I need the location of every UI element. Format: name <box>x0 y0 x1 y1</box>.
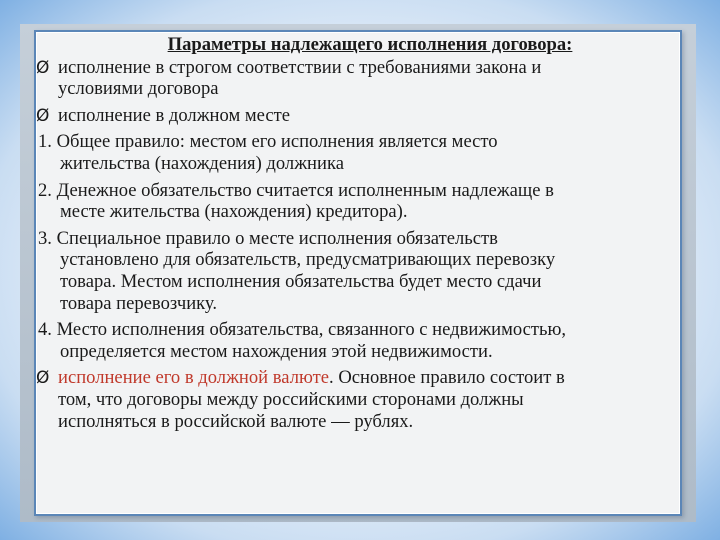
arrow-bullet-icon: Ø <box>36 57 50 78</box>
bullet-line: исполнение в должном месте <box>58 104 290 126</box>
numbered-item <box>36 319 680 362</box>
bullet-line <box>58 367 680 389</box>
numbered-line: товара перевозчику. <box>60 292 217 314</box>
bullet-line: исполняться в российской валюте — рублях. <box>58 410 414 432</box>
numbered-line: товара. Местом исполнения обязательства будет место сдачи <box>60 270 542 292</box>
numbered-line: 1. Общее правило: местом его исполнения является место <box>38 131 498 153</box>
bullet-item <box>36 57 680 100</box>
numbered-line: 2. Денежное обязательство считается исполненным надлежаще в <box>38 179 554 201</box>
numbered-line: 3. Специальное правило о месте исполнения обязательств <box>38 227 498 249</box>
numbered-line: определяется местом нахождения этой недвижимости. <box>60 340 493 362</box>
arrow-bullet-icon: Ø <box>36 368 50 389</box>
numbered-line: жительства (нахождения) должника <box>60 152 344 174</box>
arrow-bullet-icon: Ø <box>36 105 50 126</box>
slide-content <box>36 32 680 437</box>
numbered-line: 4. Место исполнения обязательства, связанного с недвижимостью, <box>38 319 567 341</box>
numbered-line: месте жительства (нахождения) кредитора). <box>60 201 408 223</box>
highlighted-phrase: исполнение его в должной валюте <box>58 367 330 389</box>
slide-title: Параметры надлежащего исполнения договора: <box>167 34 573 55</box>
bullet-line: том, что договоры между российскими сторонами должны <box>58 388 524 410</box>
numbered-item <box>36 180 680 223</box>
bullet-line: условиями договора <box>58 78 219 100</box>
numbered-item <box>36 131 680 174</box>
slide-panel <box>34 30 682 516</box>
bullet-line: исполнение в строгом соответствии с требованиями закона и <box>58 56 542 78</box>
bullet-item <box>36 367 680 432</box>
bullet-item <box>36 105 680 127</box>
numbered-item <box>36 228 680 314</box>
numbered-line: установлено для обязательств, предусматривающих перевозку <box>60 249 556 271</box>
bullet-text: . Основное правило состоит в <box>329 367 565 389</box>
